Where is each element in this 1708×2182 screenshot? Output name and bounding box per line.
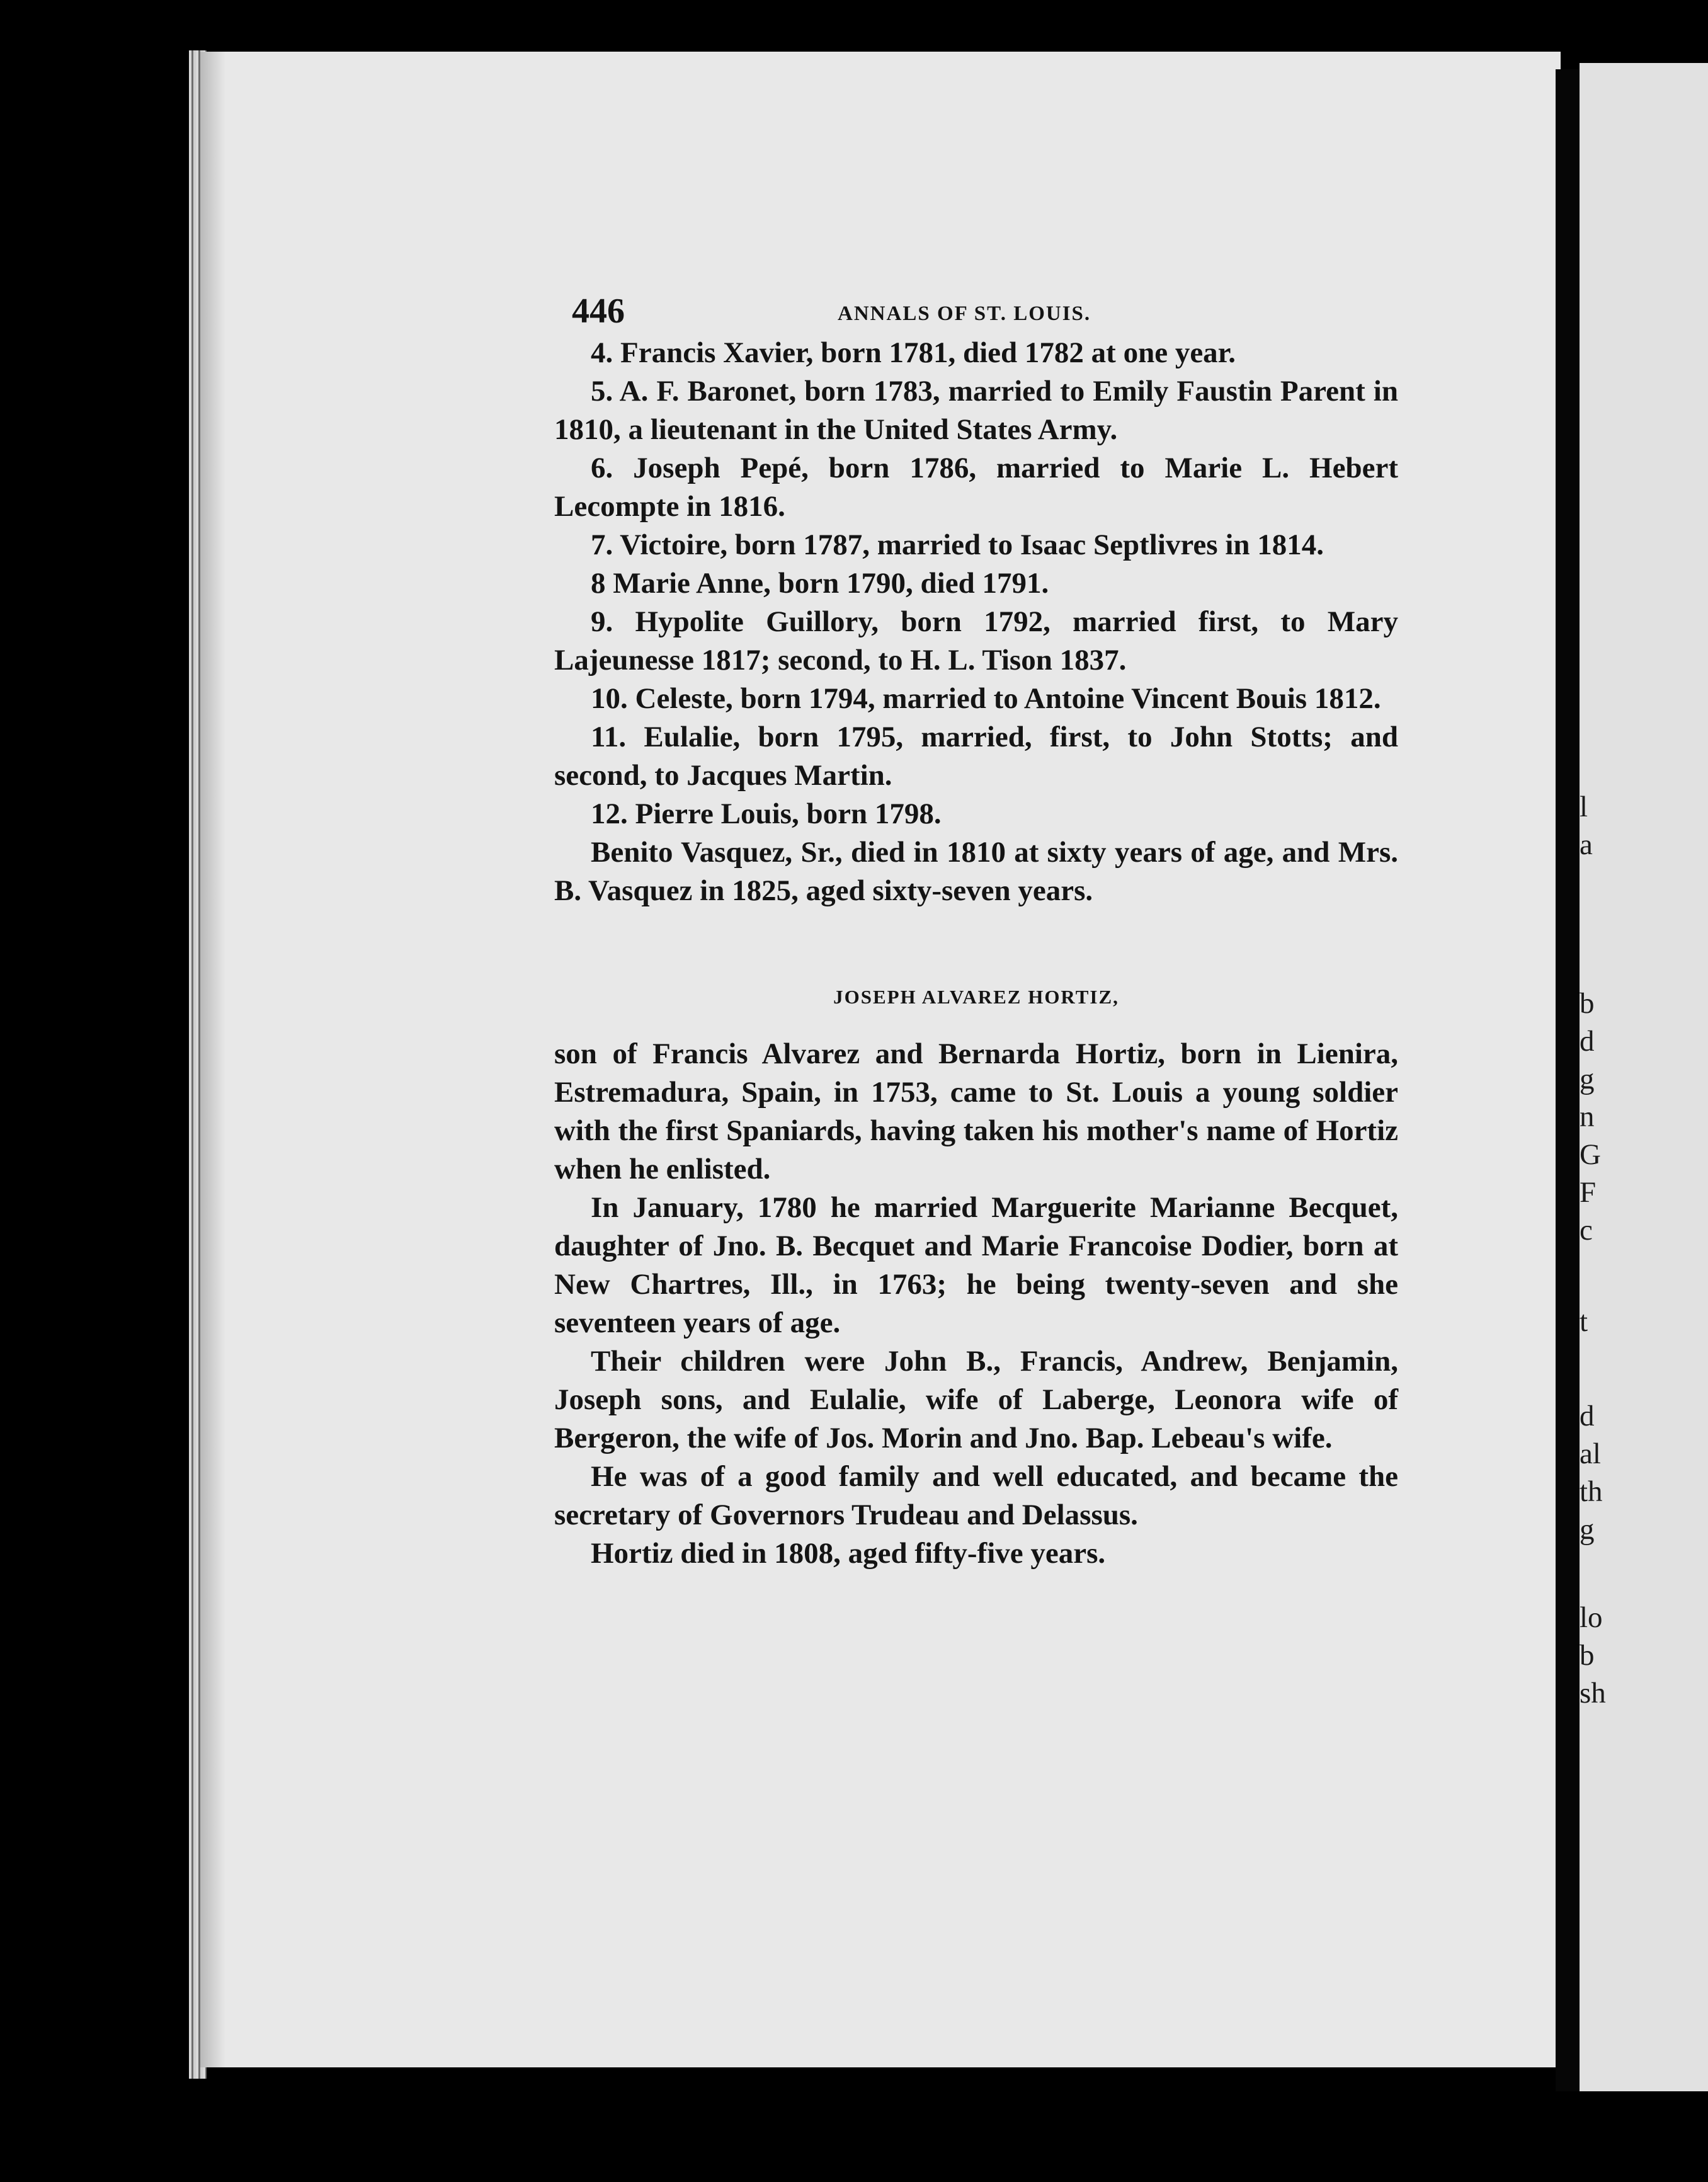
body-paragraph: son of Francis Alvarez and Bernarda Hortiz, born in Lienira, Estremadura, Spain, in 1753, came to St. Louis a young soldier with the first Spaniards, having taken his mother's name of Hortiz when he enlisted. — [554, 1037, 1398, 1185]
adjacent-page-fragment: d — [1580, 1400, 1595, 1432]
adjacent-page-fragment: n — [1580, 1100, 1595, 1133]
adjacent-page-fragment: th — [1580, 1475, 1603, 1508]
adjacent-page-fragment: G — [1580, 1138, 1601, 1171]
adjacent-page-fragment: F — [1580, 1176, 1597, 1209]
list-entry: 5. A. F. Baronet, born 1783, married to Emily Faustin Parent in 1810, a lieutenant in the United States Army. — [554, 375, 1398, 446]
adjacent-page-fragment: g — [1580, 1513, 1595, 1546]
page-gutter-shadow — [200, 52, 225, 2067]
adjacent-page — [1580, 63, 1708, 2091]
adjacent-page-fragment: a — [1580, 828, 1593, 861]
list-entry: 6. Joseph Pepé, born 1786, married to Marie L. Hebert Lecompte in 1816. — [554, 452, 1398, 523]
adjacent-page-fragment: d — [1580, 1025, 1595, 1058]
list-entry: 7. Victoire, born 1787, married to Isaac Septlivres in 1814. — [591, 528, 1324, 561]
adjacent-page-fragment: al — [1580, 1437, 1601, 1470]
adjacent-page-fragment: b — [1580, 1639, 1595, 1672]
body-paragraph: Their children were John B., Francis, Andrew, Benjamin, Joseph sons, and Eulalie, wife of Laberge, Leonora wife of Bergeron, the wife of Jos. Morin and Jno. Bap. Lebeau's wife. — [554, 1345, 1398, 1454]
adjacent-page-fragment: sh — [1580, 1677, 1606, 1710]
page-header: ANNALS OF ST. LOUIS. — [838, 302, 1091, 325]
list-entry: 8 Marie Anne, born 1790, died 1791. — [591, 567, 1049, 600]
body-paragraph: Hortiz died in 1808, aged fifty-five years. — [591, 1537, 1106, 1570]
adjacent-page-fragment: g — [1580, 1063, 1595, 1095]
list-entry: 10. Celeste, born 1794, married to Antoine Vincent Bouis 1812. — [591, 682, 1381, 715]
page-fold — [1556, 69, 1580, 2091]
body-paragraph: He was of a good family and well educated, and became the secretary of Governors Trudeau and Delassus. — [554, 1460, 1398, 1531]
list-entry: 4. Francis Xavier, born 1781, died 1782 at one year. — [591, 336, 1236, 369]
closing-paragraph: Benito Vasquez, Sr., died in 1810 at sixty years of age, and Mrs. B. Vasquez in 1825, aged sixty-seven years. — [554, 836, 1398, 907]
adjacent-page-fragment: b — [1580, 987, 1595, 1020]
adjacent-page-fragment: lo — [1580, 1601, 1603, 1634]
page-text — [554, 283, 1398, 1573]
list-entry: 11. Eulalie, born 1795, married, first, to John Stotts; and second, to Jacques Martin. — [554, 721, 1398, 792]
adjacent-page-fragment: c — [1580, 1214, 1593, 1247]
running-head — [554, 283, 1398, 334]
section-heading: JOSEPH ALVAREZ HORTIZ, — [833, 986, 1119, 1008]
adjacent-page-fragment: t — [1580, 1305, 1588, 1338]
list-entry: 12. Pierre Louis, born 1798. — [591, 797, 942, 830]
page-number: 446 — [572, 292, 625, 331]
adjacent-page-fragment: l — [1580, 791, 1588, 823]
body-paragraph: In January, 1780 he married Marguerite Marianne Becquet, daughter of Jno. B. Becquet and Marie Francoise Dodier, born at New Chartres, Ill., in 1763; he being twenty-seven and she seventeen years of age. — [554, 1191, 1398, 1339]
list-entry: 9. Hypolite Guillory, born 1792, married first, to Mary Lajeunesse 1817; second, to H. L. Tison 1837. — [554, 605, 1398, 677]
